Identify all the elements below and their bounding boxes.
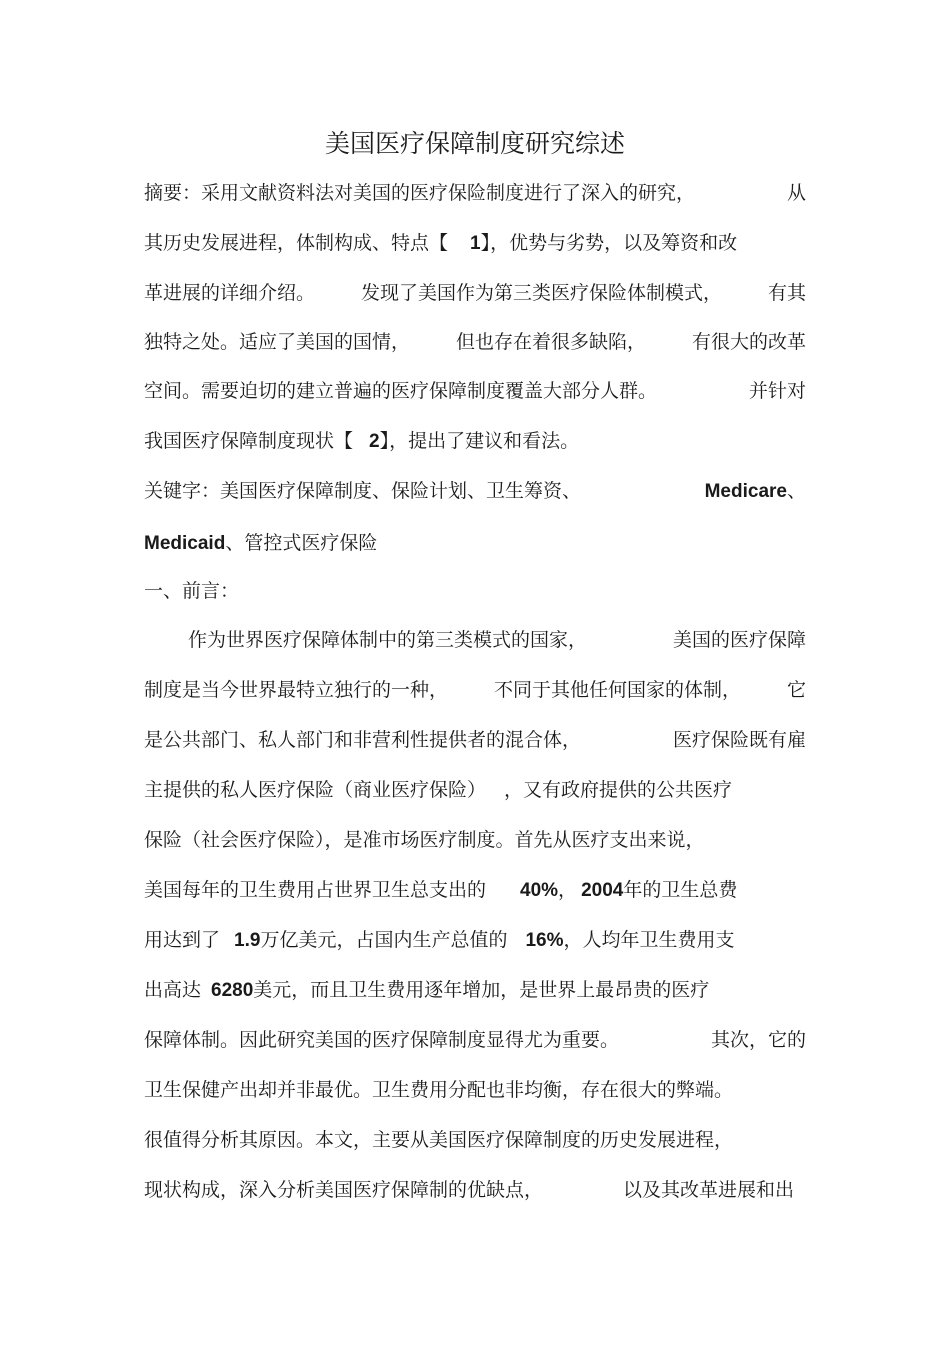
text-span: 年的卫生总费 (623, 879, 738, 901)
body-line-2 (144, 673, 806, 707)
text-span: 革进展的详细介绍。 (144, 282, 316, 304)
text-span: 空间。需要迫切的建立普遍的医疗保障制度覆盖大部分人群。 (144, 380, 658, 402)
text-span: ，又有政府提供的公共医疗 (504, 779, 733, 801)
text-span: 】，提出了建议和看法。 (379, 430, 580, 452)
keywords-line-2 (144, 526, 806, 560)
text-span: ，人均年卫生费用支 (563, 929, 735, 951)
text-span: 保障体制。因此研究美国的医疗保障制度显得尤为重要。 (144, 1029, 620, 1051)
text-span: 有很大的改革 (691, 331, 806, 353)
text-span: 美国的医疗保障 (672, 629, 806, 651)
text-span: 作为世界医疗保障体制中的第三类模式的国家， (188, 629, 588, 651)
text-span: 独特之处。适应了美国的国情， (144, 331, 411, 353)
keyword-medicaid: Medicaid (144, 533, 226, 554)
abstract-line-2 (144, 226, 806, 260)
abstract-line-1 (144, 176, 806, 210)
stat-value: 6280 (211, 980, 254, 1001)
text-span: 制度是当今世界最特立独行的一种， (144, 679, 449, 701)
citation-number: 1 (470, 233, 481, 254)
text-span: 其次，它的 (710, 1029, 806, 1051)
text-span: 主提供的私人医疗保险（商业医疗保险） (144, 779, 487, 801)
text-span: 关键字：美国医疗保障制度、保险计划、卫生筹资、 (144, 480, 582, 502)
text-span: 它 (786, 679, 806, 701)
text-span: 用达到了 (144, 929, 221, 951)
body-line-8 (144, 973, 806, 1007)
text-span: 美国每年的卫生费用占世界卫生总支出的 (144, 879, 487, 901)
text-span: 我国医疗保障制度现状【 (144, 430, 354, 452)
keywords-line-1 (144, 474, 806, 508)
body-line-3 (144, 723, 806, 757)
text-span: 是公共部门、私人部门和非营利性提供者的混合体， (144, 729, 582, 751)
body-line-6 (144, 873, 806, 907)
text-span: 万亿美元，占国内生产总值的 (260, 929, 508, 951)
text-span: 从 (786, 182, 806, 204)
text-span: 发现了美国作为第三类医疗保险体制模式， (360, 282, 722, 304)
abstract-line-3 (144, 276, 806, 310)
abstract-line-5 (144, 374, 806, 408)
document-title: 美国医疗保障制度研究综述 (324, 129, 625, 158)
text-span: 有其 (767, 282, 806, 304)
text-span: 但也存在着很多缺陷， (455, 331, 646, 353)
text-span: 、管控式医疗保险 (225, 532, 378, 554)
body-line-5: 保险（社会医疗保险），是准市场医疗制度。首先从医疗支出来说， (144, 829, 705, 851)
section-heading: 一、前言： (144, 580, 240, 602)
abstract-line-4 (144, 325, 806, 359)
stat-value: 40% (520, 880, 559, 901)
text-span: 以及其改革进展和出 (622, 1179, 794, 1201)
stat-value: 1.9 (234, 930, 261, 951)
text-span: 医疗保险既有雇 (672, 729, 806, 751)
text-span: 摘要：采用文献资料法对美国的医疗保险制度进行了深入的研究， (144, 182, 696, 204)
body-line-4 (144, 773, 794, 807)
text-span: 现状构成，深入分析美国医疗保障制的优缺点， (144, 1179, 544, 1201)
citation-number: 2 (369, 431, 380, 452)
text-span: 】，优势与劣势，以及筹资和改 (480, 232, 738, 254)
body-line-1 (188, 623, 806, 657)
body-line-11: 很值得分析其原因。本文，主要从美国医疗保障制度的历史发展进程， (144, 1129, 734, 1151)
text-span: 不同于其他任何国家的体制， (493, 679, 741, 701)
stat-value: 16% (525, 930, 564, 951)
abstract-line-6 (144, 424, 806, 458)
body-line-10: 卫生保健产出却并非最优。卫生费用分配也非均衡，存在很大的弊端。 (144, 1079, 734, 1101)
text-span: 美元，而且卫生费用逐年增加，是世界上最昂贵的医疗 (253, 979, 710, 1001)
text-span: 其历史发展进程，体制构成、特点【 (144, 232, 449, 254)
body-line-7 (144, 923, 806, 957)
text-span: ， (558, 879, 578, 901)
text-span: 、 (786, 480, 806, 502)
body-line-12 (144, 1173, 794, 1207)
body-line-9 (144, 1023, 806, 1057)
text-span: 出高达 (144, 979, 202, 1001)
stat-value: 2004 (581, 880, 624, 901)
text-span: 并针对 (748, 380, 806, 402)
keyword-medicare: Medicare (704, 481, 787, 502)
